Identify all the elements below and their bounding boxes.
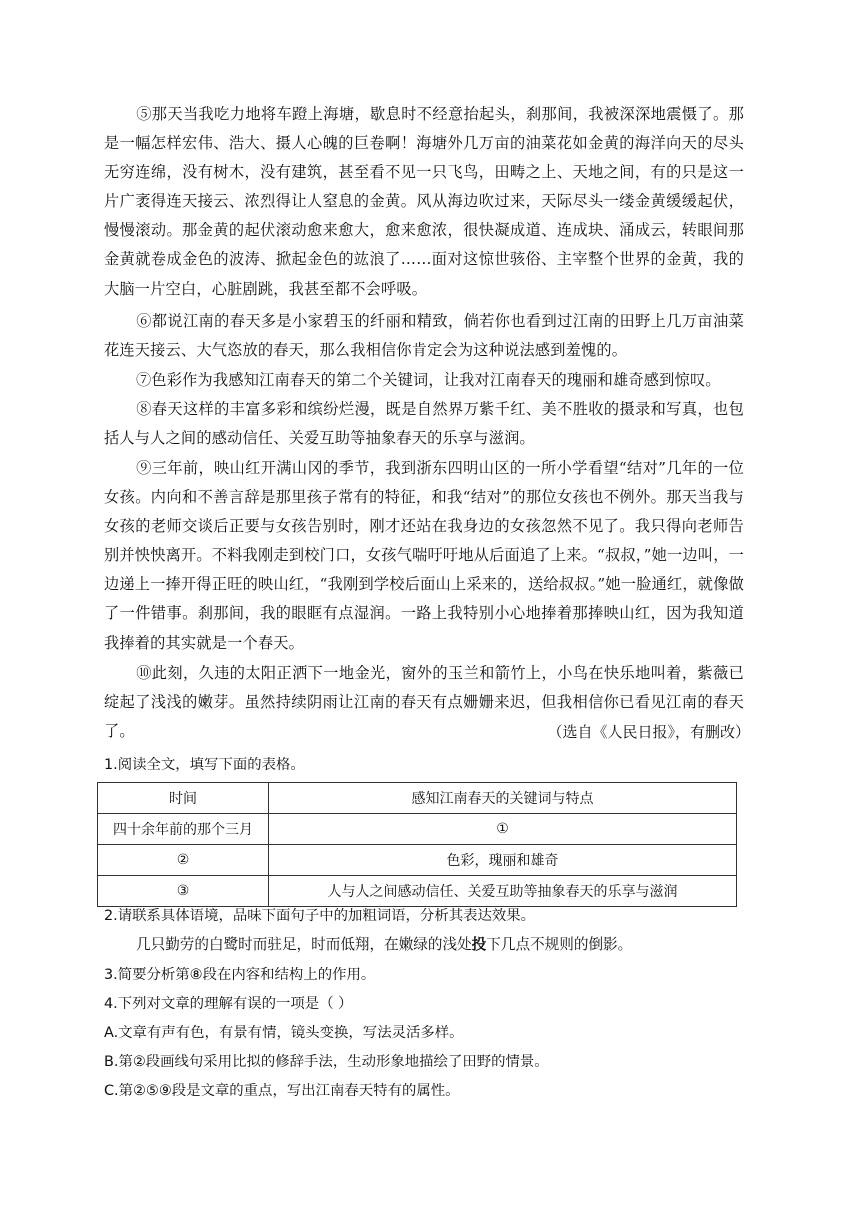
table-cell: 人与人之间感动信任、关爱互助等抽象春天的乐享与滋润 — [269, 876, 737, 907]
paragraph-8 — [104, 395, 744, 453]
paragraph-6 — [104, 307, 744, 365]
table-header-time: 时间 — [98, 783, 269, 814]
paragraph-5 — [104, 100, 744, 304]
option-b: B.第②段画线句采用比拟的修辞手法，生动形象地描绘了田野的情景。 — [104, 1054, 549, 1070]
paragraph-10-text: ⑩此刻，久违的太阳正洒下一地金光，窗外的玉兰和箭竹上，小鸟在快乐地叫着，紫薇已绽起了浅浅的嫩芽。虽然持续阴雨让江南的春天有点姗姗来迟，但我相信你已看见江南的春天了。 — [104, 664, 744, 741]
paragraph-6-text: ⑥都说江南的春天多是小家碧玉的纤丽和精致，倘若你也看到过江南的田野上几万亩油菜花连天接云、大气恣放的春天，那么我相信你肯定会为这种说法感到羞愧的。 — [104, 312, 744, 360]
question-2-sentence — [136, 934, 786, 956]
question-3: 3.简要分析第⑧段在内容和结构上的作用。 — [104, 967, 376, 983]
table-header-keyword: 感知江南春天的关键词与特点 — [269, 783, 737, 814]
table-row — [98, 876, 737, 907]
sentence-part: 几只勤劳的白鹭时而驻足，时而低翔，在嫩绿的浅处 — [136, 936, 472, 953]
table-cell: ② — [98, 845, 269, 876]
paragraph-5-text: ⑤那天当我吃力地将车蹬上海塘，歇息时不经意抬起头，刹那间，我被深深地震慑了。那是一幅怎样宏伟、浩大、摄人心魄的巨卷啊！海塘外几万亩的油菜花如金黄的海洋向天的尽头无穷连绵，没有树木，没有建筑，甚至看不见一只飞鸟，田畴之上、天地之间，有的只是这一片广袤得连天接云、浓烈得让人窒息的金黄。风从海边吹过来，天际尽头一缕金黄缓缓起伏，慢慢滚动。那金黄的起伏滚动愈来愈大，愈来愈浓，很快凝成道、连成块、涌成云，转眼间那金黄就卷成金色的波涛、掀起金色的竑浪了……面对这惊世骇俗、主宰整个世界的金黄，我的大脑一片空白，心脏剧跳，我甚至都不会呼吸。 — [104, 105, 744, 298]
paragraph-9 — [104, 454, 744, 658]
paragraph-7-text: ⑦色彩作为我感知江南春天的第二个关键词，让我对江南春天的瑰丽和雄奇感到惊叹。 — [136, 371, 721, 389]
question-1: 1.阅读全文，填写下面的表格。 — [104, 757, 305, 773]
paragraph-8-text: ⑧春天这样的丰富多彩和缤纷烂漫，既是自然界万紫千红、美不胜收的摄录和写真，也包括人与人之间的感动信任、关爱互助等抽象春天的乐享与滋润。 — [104, 400, 744, 448]
table-row — [98, 845, 737, 876]
table-cell: ③ — [98, 876, 269, 907]
table-cell: 色彩，瑰丽和雄奇 — [269, 845, 737, 876]
table-cell: ① — [269, 814, 737, 845]
source-attribution: （选自《人民日报》，有删改） — [547, 723, 750, 741]
paragraph-9-text: ⑨三年前，映山红开满山冈的季节，我到浙东四明山区的一所小学看望“结对”几年的一位女孩。内向和不善言辞是那里孩子常有的特征，和我“结对”的那位女孩也不例外。那天当我与女孩的老师交谈后正要与女孩告别时，刚才还站在我身边的女孩忽然不见了。我只得向老师告别并怏怏离开。不料我刚走到校门口，女孩气喘吁吁地从后面追了上来。“叔叔，”她一边叫，一边递上一捧开得正旺的映山红，“我刚到学校后面山上采来的，送给叔叔。”她一脸通红，就像做了一件错事。刹那间，我的眼眶有点湿润。一路上我特别小心地捧着那捧映山红，因为我知道我捧着的其实就是一个春天。 — [104, 459, 744, 652]
question-4: 4.下列对文章的理解有误的一项是（ ） — [104, 996, 353, 1012]
sentence-part: 下几点不规则的倒影。 — [486, 936, 633, 953]
table-row — [98, 814, 737, 845]
question-2: 2.请联系具体语境，品味下面句子中的加粗词语，分析其表达效果。 — [104, 908, 536, 924]
bold-word: 投 — [471, 936, 487, 953]
option-c: C.第②⑤⑨段是文章的重点，写出江南春天特有的属性。 — [104, 1083, 460, 1099]
option-a: A.文章有声有色，有景有情，镜头变换，写法灵活多样。 — [104, 1025, 464, 1041]
table-cell: 四十余年前的那个三月 — [98, 814, 269, 845]
table-header-row — [98, 783, 737, 814]
answer-table — [97, 782, 737, 907]
paragraph-7 — [104, 366, 744, 395]
